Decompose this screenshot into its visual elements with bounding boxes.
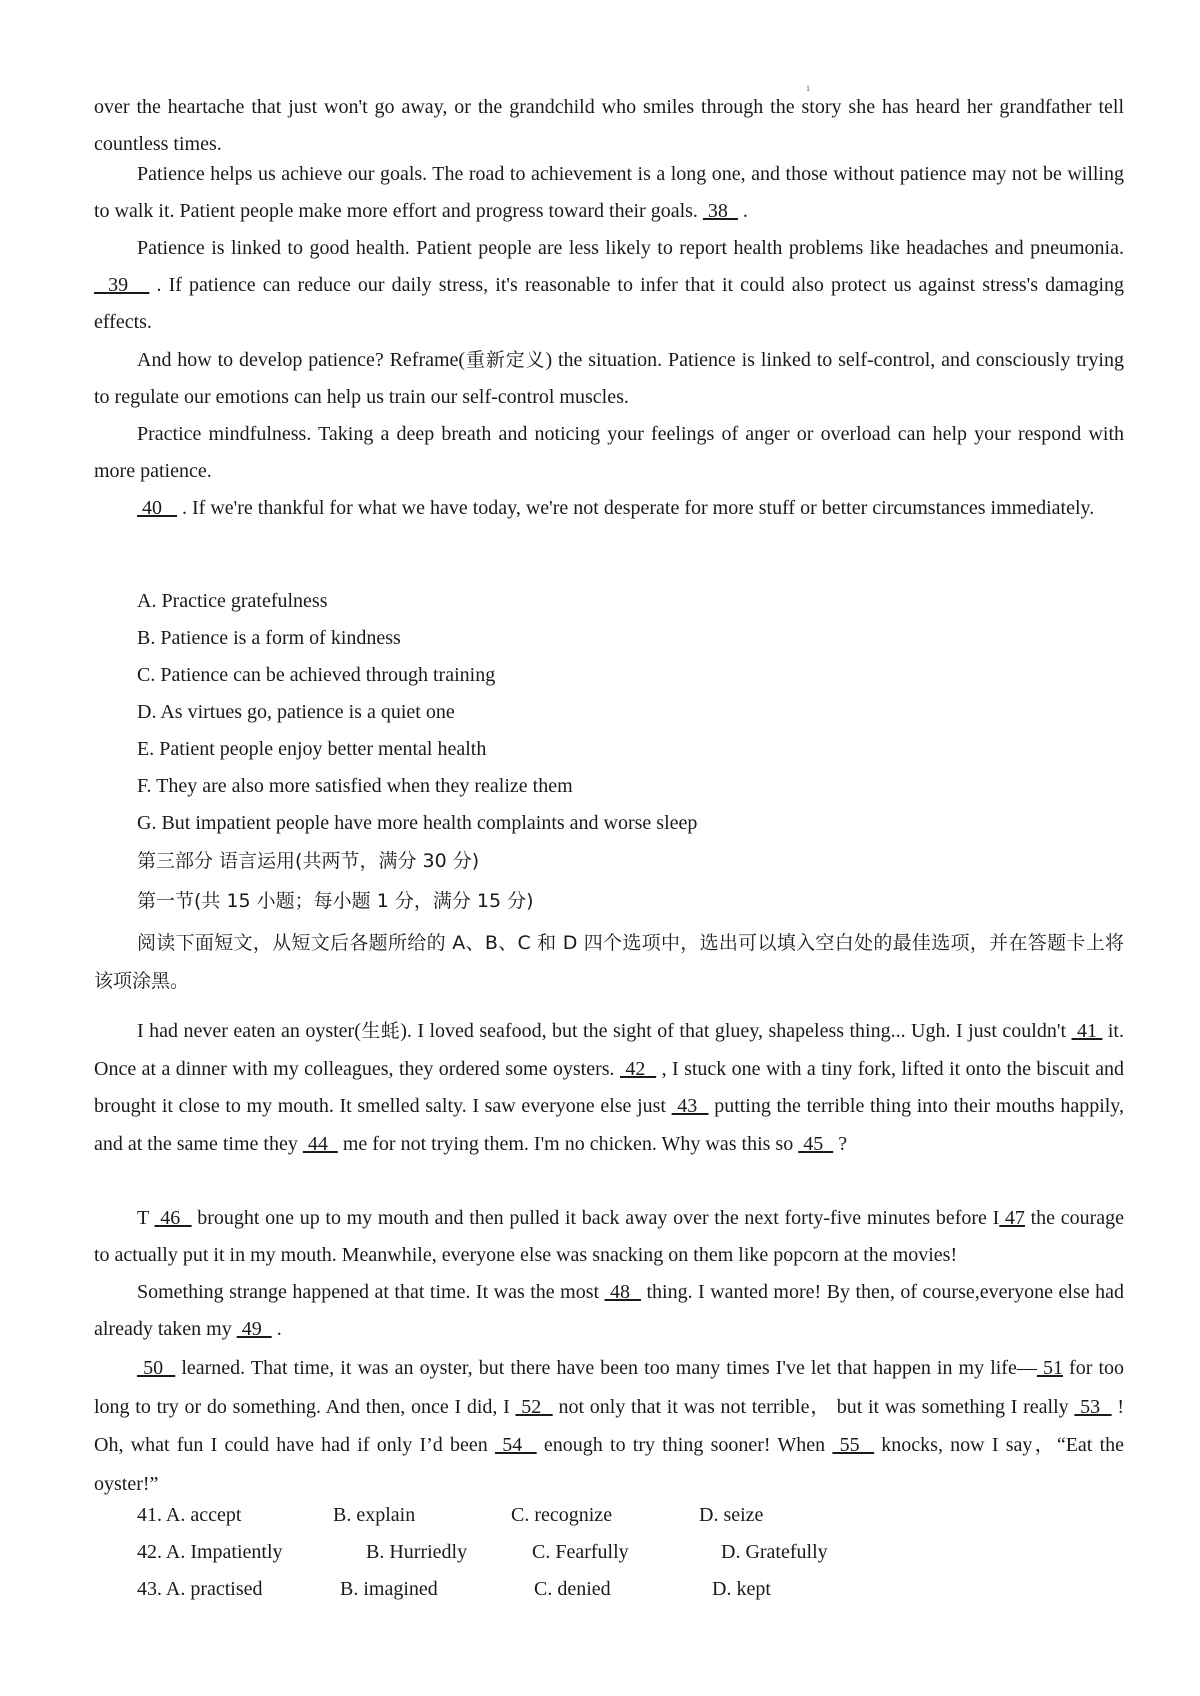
q43-option-c: C. denied <box>534 1578 611 1600</box>
blank-49: 49 <box>236 1318 272 1340</box>
q41-option-b: B. explain <box>333 1504 416 1526</box>
option-f: F. They are also more satisfied when they realize them <box>137 775 573 797</box>
blank-53: 53 <box>1074 1395 1112 1418</box>
paragraph-gratefulness: 40 . If we're thankful for what we have today, we're not desperate for more stuff or better circumstances immediately. <box>137 497 1095 519</box>
q43-option-a: 43. A. practised <box>137 1578 263 1600</box>
chinese-gloss: 重新定义 <box>465 349 546 371</box>
blank-44: 44 <box>302 1132 338 1155</box>
blank-42: 42 <box>619 1057 657 1080</box>
q43-option-b: B. imagined <box>340 1578 438 1600</box>
blank-43: 43 <box>671 1095 709 1117</box>
blank-38: 38 <box>702 200 738 222</box>
paragraph-continuation: over the heartache that just won't go away, or the grandchild who smiles through the story she has heard her grandfather tell countless times. <box>94 96 1124 155</box>
option-a: A. Practice gratefulness <box>137 590 328 612</box>
q42-option-d: D. Gratefully <box>721 1541 828 1563</box>
paragraph-oyster-2: T 46 brought one up to my mouth and then pulled it back away over the next forty-five minutes before I 47 the courage to actually put it in my mouth. Meanwhile, everyone else was snacking on them like popcorn at the movies! <box>94 1207 1125 1266</box>
paragraph-oyster-3: Something strange happened at that time. It was the most 48 thing. I wanted more! By then, of course,everyone else had already taken my 49 . <box>94 1281 1124 1340</box>
part-heading: 第三部分 语言运用(共两节，满分 30 分) <box>137 850 480 872</box>
option-c: C. Patience can be achieved through training <box>137 664 496 686</box>
blank-47: 47 <box>999 1207 1025 1229</box>
q41-option-a: 41. A. accept <box>137 1504 242 1526</box>
q41-option-d: D. seize <box>699 1504 764 1526</box>
instructions: 阅读下面短文，从短文后各题所给的 A、B、C 和 D 四个选项中，选出可以填入空白处的最佳选项，并在答题卡上将该项涂黑。 <box>94 932 1124 992</box>
q42-option-c: C. Fearfully <box>532 1541 629 1563</box>
page-mark: 1 <box>806 84 810 93</box>
blank-51: 51 <box>1036 1357 1063 1379</box>
paragraph-oyster-1: I had never eaten an oyster(生蚝). I loved seafood, but the sight of that gluey, shapeless thing... Ugh. I just couldn't 41 it. Once at a dinner with my colleagues, they ordered some oysters. 42 , I stuck one with a tiny fork, lifted it onto the biscuit and brought it close to my mouth. It smelled salty. I saw everyone else just 43 putting the terrible thing into their mouths happily, and at the same time they 44 me for not trying them. I'm no chicken. Why was this so 45 ? <box>94 1020 1125 1155</box>
blank-45: 45 <box>798 1132 834 1155</box>
blank-48: 48 <box>604 1281 641 1303</box>
q43-option-d: D. kept <box>712 1578 771 1600</box>
blank-50: 50 <box>137 1357 176 1379</box>
option-b: B. Patience is a form of kindness <box>137 627 401 649</box>
blank-39: 39 <box>94 274 150 296</box>
paragraph-health: Patience is linked to good health. Patient people are less likely to report health problems like headaches and pneumonia. 39 . If patience can reduce our daily stress, it's reasonable to infer that it could also protect us against stress's damaging effects. <box>94 237 1124 333</box>
paragraph-oyster-4: 50 learned. That time, it was an oyster, but there have been too many times I've let that happen in my life— 51 for too long to try or do something. And then, once I did, I 52 not only that it was not terrible， but it was something I really 53 ! Oh, what fun I could have had if only I’d been 54 enough to try thing sooner! When 55 knocks, now I say，“Eat the oyster!” <box>94 1357 1125 1495</box>
chinese-gloss: 生蚝 <box>360 1020 401 1042</box>
q41-option-c: C. recognize <box>511 1504 613 1526</box>
option-e: E. Patient people enjoy better mental health <box>137 738 487 760</box>
q42-option-a: 42. A. Impatiently <box>137 1541 283 1563</box>
option-g: G. But impatient people have more health complaints and worse sleep <box>137 812 698 834</box>
q42-option-b: B. Hurriedly <box>366 1541 468 1563</box>
blank-41: 41 <box>1071 1020 1103 1042</box>
blank-46: 46 <box>154 1207 192 1229</box>
paragraph-goals: Patience helps us achieve our goals. The road to achievement is a long one, and those without patience may not be willing to walk it. Patient people make more effort and progress toward their goals. 38 . <box>94 163 1124 222</box>
paragraph-reframe: And how to develop patience? Reframe(重新定义) the situation. Patience is linked to self-control, and consciously trying to regulate our emotions can help us train our self-control muscles. <box>94 349 1124 408</box>
blank-54: 54 <box>495 1434 537 1456</box>
section-heading: 第一节(共 15 小题；每小题 1 分，满分 15 分) <box>137 890 534 912</box>
blank-52: 52 <box>515 1395 553 1418</box>
blank-40: 40 <box>137 497 177 519</box>
blank-55: 55 <box>832 1434 875 1456</box>
paragraph-mindfulness: Practice mindfulness. Taking a deep breath and noticing your feelings of anger or overload can help your respond with more patience. <box>94 423 1124 482</box>
option-d: D. As virtues go, patience is a quiet one <box>137 701 455 723</box>
